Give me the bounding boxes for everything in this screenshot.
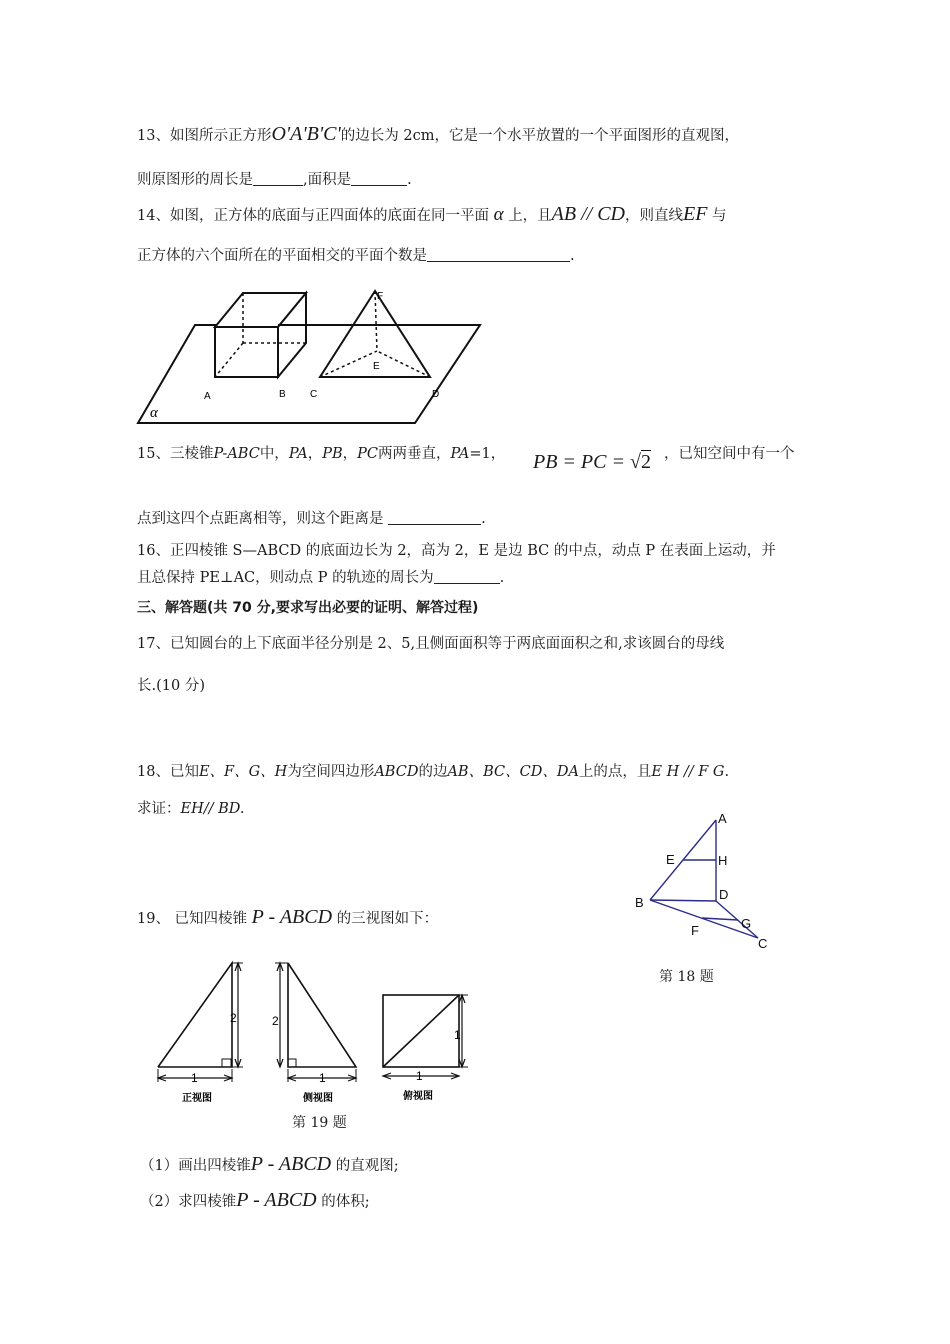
q13-blank-perimeter[interactable] <box>253 171 303 186</box>
q19-text-2: 的三视图如下： <box>336 911 439 927</box>
q18-abcd: ABCD <box>374 764 419 780</box>
front-right-angle <box>222 1059 231 1067</box>
label-A: A <box>718 811 727 826</box>
section3-heading: 三、解答题(共 70 分,要求写出必要的证明、解答过程) <box>137 600 479 616</box>
q14-text: 14、如图，正方体的底面与正四面体的底面在同一平面 <box>137 208 489 224</box>
side-view <box>275 963 356 1082</box>
q17-line1: 17、已知圆台的上下底面半径分别是 2、5,且侧面面积等于两底面面积之和,求该圆台的母线 <box>137 636 725 652</box>
front-view-outline <box>158 963 232 1067</box>
q19-sub2-math: P - ABCD <box>236 1189 317 1211</box>
q15-sep-2: ， <box>342 446 358 462</box>
q18-caption: 第 18 题 <box>659 969 714 985</box>
label-H: H <box>718 853 728 868</box>
q18-claim: EH// BD. <box>180 801 245 817</box>
q16-text-2: . <box>499 570 505 586</box>
q15-text-3: 两两垂直， <box>378 446 451 462</box>
q19-sub2 <box>140 1190 370 1212</box>
side-view-outline <box>288 963 356 1067</box>
side-right-angle <box>288 1059 296 1067</box>
q16-line2 <box>137 568 504 588</box>
sqrt-sign: √ <box>629 451 641 473</box>
q19-sub2-text-2: 的体积; <box>321 1194 370 1210</box>
top-view-title: 俯视图 <box>403 1091 433 1102</box>
q18-figure <box>630 810 780 950</box>
q16-line1: 16、正四棱锥 S—ABCD 的底面边长为 2，高为 2，E 是边 BC 的中点，动点 P 在表面上运动，并 <box>137 543 776 559</box>
q14-ef: EF <box>683 203 708 225</box>
q18-cond: E H // F G <box>651 764 725 780</box>
q18-text-2: 为空间四边形 <box>287 764 375 780</box>
q18-efgh: E、F、G、H <box>198 764 288 780</box>
q19-text: 19、 已知四棱锥 <box>137 911 248 927</box>
q15-text-4: ，已知空间中有一个 <box>664 446 795 462</box>
q15-pa: PA <box>288 446 308 462</box>
label-F: F <box>377 291 384 302</box>
label-alpha: α <box>150 405 158 421</box>
edge-bd <box>650 900 716 901</box>
q15-formula <box>533 452 651 474</box>
q19-sub1 <box>140 1154 399 1176</box>
q18-text-3: 的边 <box>418 764 448 780</box>
q19-three-views <box>150 955 480 1105</box>
q15-text-2: 中， <box>259 446 289 462</box>
q15-text-6: . <box>481 511 486 527</box>
label-D: D <box>719 887 729 902</box>
q19-sub2-text: （2）求四棱锥 <box>140 1194 237 1210</box>
q19-sub1-text-2: 的直观图; <box>335 1158 399 1174</box>
label-C: C <box>758 936 768 951</box>
q14-text-5: 正方体的六个面所在的平面相交的平面个数是 <box>137 248 427 264</box>
q15-pb: PB <box>322 446 343 462</box>
q15-pa-eq: PA <box>450 446 470 462</box>
q14-text-6: . <box>570 248 575 264</box>
q14-line1 <box>137 204 727 226</box>
q19-caption: 第 19 题 <box>292 1115 347 1131</box>
q14-text-3: ，则直线 <box>625 208 683 224</box>
q14-line2 <box>137 246 575 266</box>
q19-math: P - ABCD <box>251 906 333 928</box>
q15-text-5: 点到这四个点距离相等，则这个距离是 <box>137 511 384 527</box>
q13-text-2: 的边长为 2cm，它是一个水平放置的一个平面图形的直观图， <box>340 128 739 144</box>
q19-sub1-text: （1）画出四棱锥 <box>140 1158 251 1174</box>
q15-eq-one: =1， <box>469 446 506 462</box>
q16-text: 且总保持 PE⊥AC，则动点 P 的轨迹的周长为 <box>137 570 434 586</box>
top-view-diagonal <box>383 995 459 1067</box>
q13-line1 <box>137 124 739 146</box>
q19-line1 <box>137 907 438 929</box>
q13-blank-area[interactable] <box>351 171 407 186</box>
q15-sep: ， <box>307 446 323 462</box>
side-view-title: 侧视图 <box>303 1093 333 1104</box>
q15-line1-tail <box>664 444 795 464</box>
label-D: D <box>432 389 440 400</box>
q15-text: 15、三棱锥 <box>137 446 214 462</box>
cube-front-face <box>215 327 278 377</box>
q15-pc: PC <box>357 446 378 462</box>
q14-figure <box>130 285 490 425</box>
q18-text-6: 求证： <box>137 801 181 817</box>
q13-math: O'A'B'C' <box>271 123 341 145</box>
front-h-label: 2 <box>230 1011 237 1025</box>
q15-pabc: P-ABC <box>213 446 260 462</box>
label-C: C <box>310 389 318 400</box>
front-w-label: 1 <box>191 1071 198 1085</box>
q15-blank[interactable] <box>388 510 481 525</box>
q18-edges: AB、BC、CD、DA <box>447 764 579 780</box>
sqrt-radicand: 2 <box>640 451 651 473</box>
q19-sub1-math: P - ABCD <box>250 1153 332 1175</box>
q18-line1 <box>137 762 729 782</box>
label-E: E <box>373 361 380 372</box>
q15-line1 <box>137 444 505 464</box>
q13-line2 <box>137 170 412 190</box>
q17-line2: 长.(10 分) <box>137 678 205 694</box>
side-w-label: 1 <box>319 1071 326 1085</box>
q18-text: 18、已知 <box>137 764 199 780</box>
label-A: A <box>204 391 211 402</box>
label-B: B <box>279 389 286 400</box>
q14-blank[interactable] <box>427 247 570 262</box>
front-view-title: 正视图 <box>182 1093 212 1104</box>
q13-text: 13、如图所示正方形 <box>137 128 272 144</box>
q18-text-5: . <box>724 764 730 780</box>
top-w-label: 1 <box>416 1069 423 1083</box>
label-G: G <box>741 916 752 931</box>
q14-alpha: α <box>493 204 504 225</box>
label-B: B <box>635 895 644 910</box>
q15-line2 <box>137 509 486 529</box>
q15-formula-left: PB = PC = <box>533 451 630 473</box>
label-E: E <box>666 852 675 867</box>
q16-blank[interactable] <box>434 569 500 584</box>
q13-text-5: . <box>407 172 412 188</box>
q13-text-3: 则原图形的周长是 <box>137 172 253 188</box>
q14-text-4: 与 <box>712 208 727 224</box>
q14-parallel: AB // CD <box>551 203 625 225</box>
q13-text-4: ,面积是 <box>303 172 352 188</box>
label-F: F <box>691 923 699 938</box>
q18-line2 <box>137 799 244 819</box>
side-h-label: 2 <box>272 1014 279 1028</box>
q14-text-2: 上，且 <box>508 208 552 224</box>
q18-text-4: 上的点，且 <box>578 764 652 780</box>
top-h-label: 1 <box>454 1028 461 1042</box>
